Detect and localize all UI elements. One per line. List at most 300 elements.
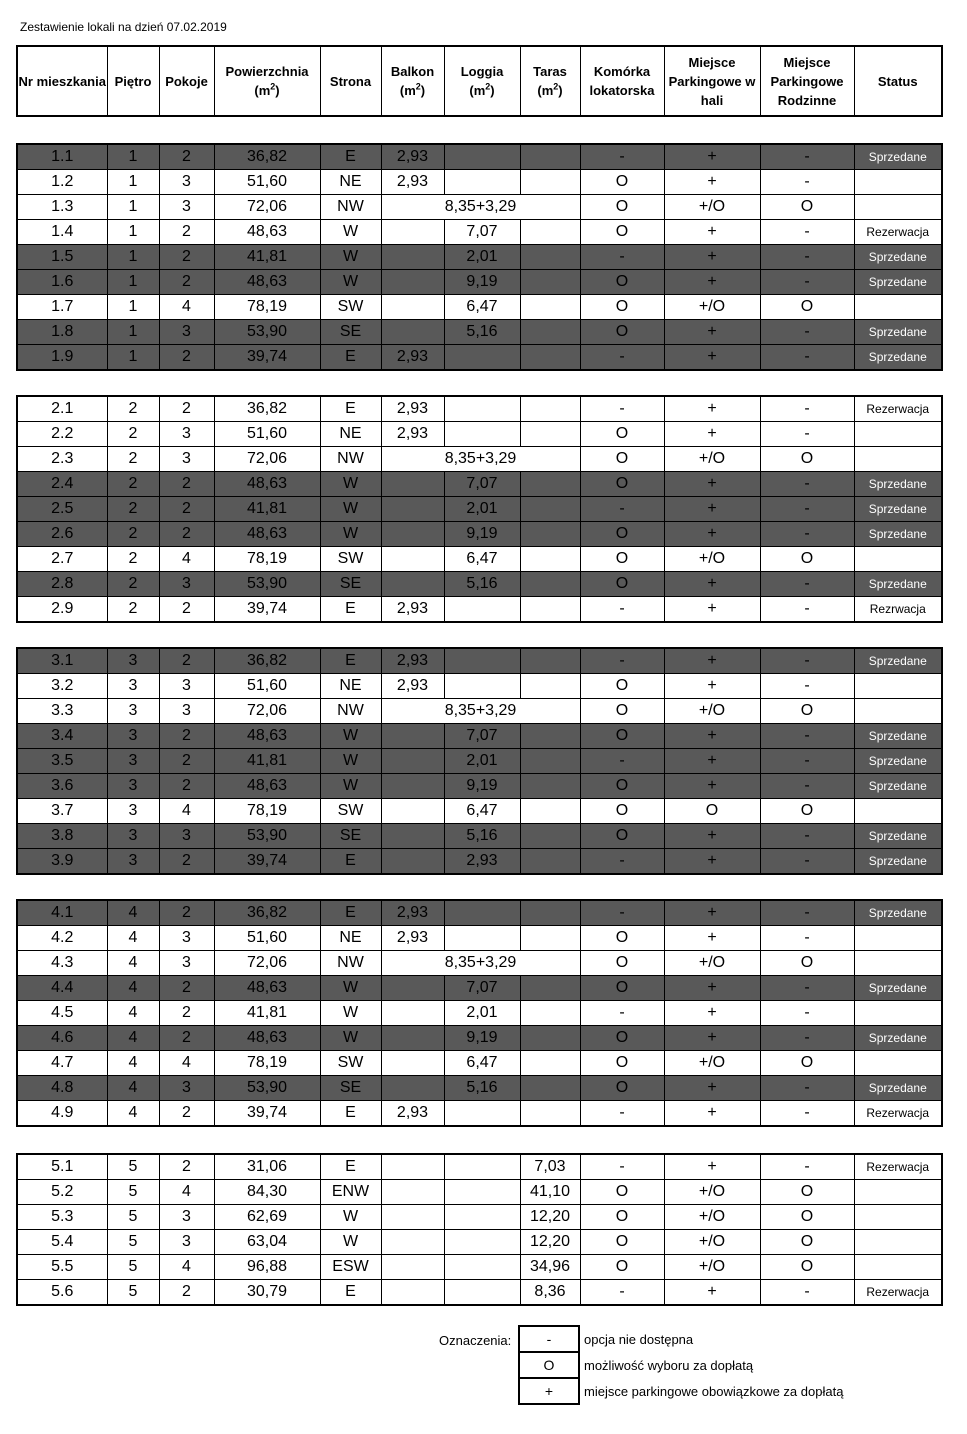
cell-komorka: O — [580, 547, 664, 572]
cell-rodzinne: - — [760, 749, 854, 774]
cell-pietro: 1 — [107, 345, 159, 371]
cell-hala: + — [664, 674, 760, 699]
cell-hala: + — [664, 245, 760, 270]
cell-loggia: 5,16 — [444, 572, 520, 597]
cell-hala: +/O — [664, 1230, 760, 1255]
cell-pow: 48,63 — [214, 774, 320, 799]
table-row — [17, 195, 942, 220]
cell-pow: 53,90 — [214, 824, 320, 849]
cell-loggia: 6,47 — [444, 547, 520, 572]
cell-status: Sprzedane — [854, 320, 942, 345]
table-row — [17, 597, 942, 623]
cell-nr: 3.2 — [17, 674, 107, 699]
cell-balkon — [381, 320, 444, 345]
cell-taras — [520, 422, 580, 447]
cell-balkon: 2,93 — [381, 1101, 444, 1127]
cell-pokoje: 3 — [159, 195, 214, 220]
cell-rodzinne: - — [760, 320, 854, 345]
cell-taras — [520, 724, 580, 749]
cell-nr: 4.2 — [17, 926, 107, 951]
cell-strona: E — [320, 396, 381, 422]
table-row — [17, 824, 942, 849]
cell-rodzinne: - — [760, 1001, 854, 1026]
cell-strona: ENW — [320, 1180, 381, 1205]
cell-taras — [520, 497, 580, 522]
cell-status — [854, 1230, 942, 1255]
cell-hala: + — [664, 345, 760, 371]
table-row — [17, 345, 942, 371]
cell-nr: 3.7 — [17, 799, 107, 824]
cell-status: Sprzedane — [854, 497, 942, 522]
cell-balkon — [381, 824, 444, 849]
cell-komorka: O — [580, 1051, 664, 1076]
cell-loggia — [444, 648, 520, 674]
cell-komorka: O — [580, 472, 664, 497]
cell-nr: 5.5 — [17, 1255, 107, 1280]
cell-pow: 39,74 — [214, 1101, 320, 1127]
cell-taras — [520, 472, 580, 497]
cell-pietro: 3 — [107, 724, 159, 749]
cell-pokoje: 2 — [159, 472, 214, 497]
header-taras: Taras $(m^2)$ — [520, 46, 580, 116]
cell-taras: 12,20 — [520, 1230, 580, 1255]
cell-taras — [520, 749, 580, 774]
legend-text: miejsce parkingowe obowiązkowe za dopłatą — [584, 1383, 844, 1399]
header-parking-hala: Miejsce Parkingowe w hali — [664, 46, 760, 116]
cell-nr: 2.7 — [17, 547, 107, 572]
cell-pokoje: 2 — [159, 1001, 214, 1026]
cell-hala: + — [664, 522, 760, 547]
cell-pow: 72,06 — [214, 951, 320, 976]
cell-pokoje: 2 — [159, 1280, 214, 1306]
cell-pietro: 4 — [107, 926, 159, 951]
cell-loggia: 2,01 — [444, 245, 520, 270]
floor-group-1 — [16, 143, 943, 371]
legend-item — [519, 1378, 967, 1404]
cell-komorka: - — [580, 1101, 664, 1127]
cell-pow: 48,63 — [214, 270, 320, 295]
cell-hala: O — [664, 799, 760, 824]
cell-taras — [520, 1001, 580, 1026]
cell-rodzinne: O — [760, 1051, 854, 1076]
table-row — [17, 422, 942, 447]
cell-nr: 4.3 — [17, 951, 107, 976]
cell-taras — [520, 900, 580, 926]
cell-pietro: 1 — [107, 320, 159, 345]
cell-loggia: 2,93 — [444, 849, 520, 875]
cell-pow: 84,30 — [214, 1180, 320, 1205]
cell-hala: + — [664, 976, 760, 1001]
cell-komorka: O — [580, 926, 664, 951]
cell-hala: + — [664, 497, 760, 522]
cell-strona: SE — [320, 1076, 381, 1101]
table-row — [17, 1205, 942, 1230]
cell-strona: ESW — [320, 1255, 381, 1280]
cell-pokoje: 3 — [159, 320, 214, 345]
table-row — [17, 144, 942, 170]
cell-pokoje: 2 — [159, 648, 214, 674]
cell-strona: E — [320, 345, 381, 371]
cell-nr: 2.4 — [17, 472, 107, 497]
cell-status — [854, 699, 942, 724]
cell-rodzinne: - — [760, 1076, 854, 1101]
cell-status — [854, 674, 942, 699]
cell-strona: W — [320, 270, 381, 295]
cell-nr: 3.3 — [17, 699, 107, 724]
table-row — [17, 951, 942, 976]
legend-text: możliwość wyboru za dopłatą — [584, 1357, 754, 1373]
header-balkon: Balkon $(m^2)$ — [381, 46, 444, 116]
cell-pow: 78,19 — [214, 1051, 320, 1076]
cell-hala: + — [664, 926, 760, 951]
cell-pow: 48,63 — [214, 522, 320, 547]
cell-pietro: 3 — [107, 699, 159, 724]
cell-pietro: 3 — [107, 774, 159, 799]
cell-status: Sprzedane — [854, 345, 942, 371]
cell-pokoje: 3 — [159, 951, 214, 976]
cell-pietro: 4 — [107, 1076, 159, 1101]
cell-hala: +/O — [664, 951, 760, 976]
cell-pow: 72,06 — [214, 699, 320, 724]
legend-item — [519, 1352, 967, 1378]
table-row — [17, 774, 942, 799]
cell-taras — [520, 648, 580, 674]
cell-status: Rezerwacja — [854, 1101, 942, 1127]
cell-pokoje: 3 — [159, 572, 214, 597]
table-row — [17, 1255, 942, 1280]
cell-status — [854, 295, 942, 320]
cell-balkon — [381, 774, 444, 799]
cell-pokoje: 2 — [159, 1101, 214, 1127]
cell-pietro: 3 — [107, 674, 159, 699]
floor-group-5 — [16, 1153, 943, 1306]
cell-status — [854, 1001, 942, 1026]
floor-group-2 — [16, 395, 943, 623]
cell-loggia — [444, 1280, 520, 1306]
cell-strona: W — [320, 774, 381, 799]
cell-status — [854, 547, 942, 572]
cell-taras — [520, 1076, 580, 1101]
legend-label: Oznaczenia: — [439, 1333, 512, 1348]
cell-strona: W — [320, 245, 381, 270]
cell-taras — [520, 1051, 580, 1076]
cell-strona: W — [320, 749, 381, 774]
floor-group-3 — [16, 647, 943, 875]
cell-pokoje: 2 — [159, 396, 214, 422]
cell-nr: 2.5 — [17, 497, 107, 522]
cell-balkon — [381, 220, 444, 245]
cell-pietro: 1 — [107, 144, 159, 170]
cell-loggia: 2,01 — [444, 749, 520, 774]
cell-status: Sprzedane — [854, 472, 942, 497]
cell-strona: NW — [320, 699, 381, 724]
cell-pokoje: 4 — [159, 1180, 214, 1205]
cell-hala: + — [664, 824, 760, 849]
cell-strona: W — [320, 1230, 381, 1255]
cell-pokoje: 2 — [159, 144, 214, 170]
cell-komorka: O — [580, 951, 664, 976]
cell-pietro: 2 — [107, 447, 159, 472]
cell-pietro: 5 — [107, 1205, 159, 1230]
table-row — [17, 245, 942, 270]
cell-strona: SW — [320, 547, 381, 572]
cell-pietro: 2 — [107, 597, 159, 623]
cell-komorka: O — [580, 1180, 664, 1205]
cell-komorka: O — [580, 799, 664, 824]
cell-rodzinne: - — [760, 522, 854, 547]
cell-pow: 30,79 — [214, 1280, 320, 1306]
cell-loggia: 8,35+3,29 — [381, 195, 580, 220]
cell-rodzinne: O — [760, 1255, 854, 1280]
cell-pow: 36,82 — [214, 648, 320, 674]
cell-taras — [520, 144, 580, 170]
cell-pokoje: 3 — [159, 674, 214, 699]
table-row — [17, 295, 942, 320]
legend-symbol: O — [519, 1352, 579, 1378]
cell-rodzinne: - — [760, 472, 854, 497]
table-row — [17, 749, 942, 774]
cell-rodzinne: - — [760, 1026, 854, 1051]
cell-rodzinne: - — [760, 1154, 854, 1180]
cell-pokoje: 2 — [159, 522, 214, 547]
cell-balkon — [381, 1026, 444, 1051]
table-row — [17, 270, 942, 295]
cell-loggia — [444, 170, 520, 195]
header-table — [16, 45, 943, 117]
page-title: Zestawienie lokali na dzień 07.02.2019 — [20, 20, 227, 34]
table-row — [17, 572, 942, 597]
cell-taras: 8,36 — [520, 1280, 580, 1306]
table-row — [17, 900, 942, 926]
cell-status: Sprzedane — [854, 824, 942, 849]
cell-komorka: O — [580, 976, 664, 1001]
cell-hala: + — [664, 849, 760, 875]
cell-status: Sprzedane — [854, 849, 942, 875]
cell-strona: E — [320, 144, 381, 170]
cell-rodzinne: - — [760, 497, 854, 522]
cell-komorka: O — [580, 320, 664, 345]
cell-taras — [520, 270, 580, 295]
cell-taras — [520, 572, 580, 597]
cell-loggia: 6,47 — [444, 1051, 520, 1076]
cell-pokoje: 3 — [159, 926, 214, 951]
cell-komorka: O — [580, 270, 664, 295]
cell-strona: E — [320, 1280, 381, 1306]
cell-hala: + — [664, 724, 760, 749]
cell-taras: 41,10 — [520, 1180, 580, 1205]
cell-rodzinne: - — [760, 724, 854, 749]
cell-loggia — [444, 396, 520, 422]
cell-pow: 41,81 — [214, 749, 320, 774]
table-row — [17, 1280, 942, 1306]
cell-loggia — [444, 900, 520, 926]
cell-rodzinne: O — [760, 447, 854, 472]
cell-pow: 63,04 — [214, 1230, 320, 1255]
cell-rodzinne: - — [760, 170, 854, 195]
cell-status — [854, 1051, 942, 1076]
cell-pow: 48,63 — [214, 1026, 320, 1051]
cell-strona: E — [320, 900, 381, 926]
cell-status — [854, 422, 942, 447]
cell-taras — [520, 1101, 580, 1127]
cell-rodzinne: - — [760, 1101, 854, 1127]
cell-balkon — [381, 547, 444, 572]
cell-loggia: 7,07 — [444, 724, 520, 749]
cell-komorka: O — [580, 195, 664, 220]
cell-pokoje: 2 — [159, 849, 214, 875]
legend-text: opcja nie dostępna — [584, 1331, 694, 1347]
cell-pow: 72,06 — [214, 195, 320, 220]
cell-strona: SE — [320, 320, 381, 345]
cell-rodzinne: O — [760, 1205, 854, 1230]
cell-strona: NE — [320, 674, 381, 699]
header-pokoje: Pokoje — [159, 46, 214, 116]
cell-pokoje: 2 — [159, 220, 214, 245]
cell-rodzinne: - — [760, 926, 854, 951]
cell-hala: +/O — [664, 1255, 760, 1280]
cell-komorka: O — [580, 447, 664, 472]
cell-loggia: 8,35+3,29 — [381, 951, 580, 976]
cell-nr: 1.6 — [17, 270, 107, 295]
cell-taras: 7,03 — [520, 1154, 580, 1180]
cell-rodzinne: - — [760, 270, 854, 295]
cell-nr: 3.9 — [17, 849, 107, 875]
cell-loggia — [444, 1230, 520, 1255]
cell-pokoje: 2 — [159, 774, 214, 799]
table-row — [17, 1051, 942, 1076]
cell-status: Sprzedane — [854, 900, 942, 926]
cell-status: Sprzedane — [854, 1026, 942, 1051]
header-nr: Nr mieszkania — [17, 46, 107, 116]
cell-komorka: O — [580, 1230, 664, 1255]
cell-pow: 51,60 — [214, 926, 320, 951]
cell-strona: W — [320, 1026, 381, 1051]
cell-pokoje: 3 — [159, 1205, 214, 1230]
cell-nr: 3.5 — [17, 749, 107, 774]
cell-pow: 62,69 — [214, 1205, 320, 1230]
cell-balkon — [381, 522, 444, 547]
cell-rodzinne: - — [760, 396, 854, 422]
cell-rodzinne: O — [760, 1230, 854, 1255]
cell-status: Sprzedane — [854, 1076, 942, 1101]
table-row — [17, 926, 942, 951]
cell-pietro: 2 — [107, 572, 159, 597]
cell-balkon: 2,93 — [381, 926, 444, 951]
table-row — [17, 674, 942, 699]
cell-hala: +/O — [664, 447, 760, 472]
cell-taras — [520, 245, 580, 270]
cell-strona: E — [320, 1101, 381, 1127]
cell-komorka: O — [580, 724, 664, 749]
cell-nr: 3.1 — [17, 648, 107, 674]
cell-nr: 1.3 — [17, 195, 107, 220]
cell-rodzinne: - — [760, 900, 854, 926]
cell-taras — [520, 674, 580, 699]
cell-pietro: 5 — [107, 1255, 159, 1280]
cell-balkon — [381, 270, 444, 295]
cell-taras — [520, 1026, 580, 1051]
header-komorka: Komórka lokatorska — [580, 46, 664, 116]
cell-status: Sprzedane — [854, 724, 942, 749]
table-row — [17, 396, 942, 422]
cell-pietro: 3 — [107, 849, 159, 875]
cell-strona: SW — [320, 295, 381, 320]
cell-pow: 78,19 — [214, 799, 320, 824]
cell-loggia — [444, 1180, 520, 1205]
cell-rodzinne: - — [760, 144, 854, 170]
cell-balkon — [381, 1051, 444, 1076]
cell-taras: 34,96 — [520, 1255, 580, 1280]
cell-loggia: 6,47 — [444, 799, 520, 824]
cell-pokoje: 2 — [159, 976, 214, 1001]
header-parking-rodzinne: Miejsce Parkingowe Rodzinne — [760, 46, 854, 116]
cell-status: Sprzedane — [854, 976, 942, 1001]
header-strona: Strona — [320, 46, 381, 116]
table-row — [17, 1154, 942, 1180]
cell-komorka: O — [580, 674, 664, 699]
cell-loggia: 8,35+3,29 — [381, 699, 580, 724]
cell-taras — [520, 396, 580, 422]
cell-komorka: O — [580, 1076, 664, 1101]
cell-strona: NW — [320, 195, 381, 220]
cell-loggia: 5,16 — [444, 320, 520, 345]
cell-pokoje: 2 — [159, 1154, 214, 1180]
cell-komorka: - — [580, 849, 664, 875]
cell-pokoje: 3 — [159, 447, 214, 472]
cell-taras — [520, 547, 580, 572]
cell-strona: SE — [320, 824, 381, 849]
cell-balkon — [381, 1255, 444, 1280]
cell-balkon — [381, 295, 444, 320]
cell-rodzinne: O — [760, 195, 854, 220]
cell-balkon — [381, 1205, 444, 1230]
cell-balkon — [381, 799, 444, 824]
cell-pokoje: 2 — [159, 749, 214, 774]
cell-loggia — [444, 422, 520, 447]
cell-status: Rezerwacja — [854, 1280, 942, 1306]
cell-nr: 1.8 — [17, 320, 107, 345]
cell-komorka: O — [580, 220, 664, 245]
cell-status: Rezerwacja — [854, 396, 942, 422]
cell-loggia: 5,16 — [444, 1076, 520, 1101]
cell-balkon: 2,93 — [381, 396, 444, 422]
cell-pietro: 4 — [107, 951, 159, 976]
cell-balkon — [381, 976, 444, 1001]
legend-symbol: - — [519, 1326, 579, 1352]
cell-pietro: 1 — [107, 295, 159, 320]
header-status: Status — [854, 46, 942, 116]
cell-status: Sprzedane — [854, 144, 942, 170]
cell-pow: 78,19 — [214, 547, 320, 572]
cell-pow: 53,90 — [214, 1076, 320, 1101]
unit: $(m^2)$ — [469, 81, 495, 98]
cell-strona: W — [320, 976, 381, 1001]
cell-nr: 2.9 — [17, 597, 107, 623]
cell-loggia: 2,01 — [444, 497, 520, 522]
cell-pokoje: 4 — [159, 1051, 214, 1076]
cell-komorka: O — [580, 774, 664, 799]
cell-nr: 4.5 — [17, 1001, 107, 1026]
cell-status: Rezrwacja — [854, 597, 942, 623]
cell-pietro: 5 — [107, 1230, 159, 1255]
cell-hala: +/O — [664, 1051, 760, 1076]
cell-loggia: 5,16 — [444, 824, 520, 849]
cell-pow: 41,81 — [214, 1001, 320, 1026]
cell-pow: 41,81 — [214, 245, 320, 270]
cell-taras — [520, 345, 580, 371]
cell-nr: 4.9 — [17, 1101, 107, 1127]
cell-balkon — [381, 1001, 444, 1026]
